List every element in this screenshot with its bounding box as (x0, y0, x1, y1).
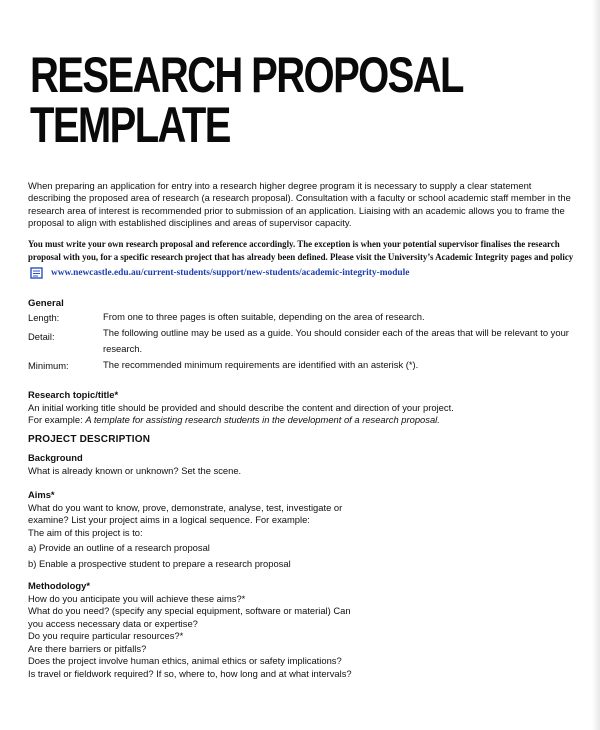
example-italic: A template for assisting research students in the development of a research proposal. (85, 414, 440, 425)
aims-line: a) Provide an outline of a research proposal (28, 542, 210, 553)
methodology-line: Does the project involve human ethics, animal ethics or safety implications? (28, 655, 342, 666)
research-topic-heading: Research topic/title* (28, 389, 119, 400)
integrity-link-row[interactable] (30, 266, 409, 280)
methodology-line: Are there barriers or pitfalls? (28, 642, 147, 654)
page-edge-shadow (592, 0, 600, 730)
general-heading: General (28, 298, 64, 309)
document-title (30, 47, 463, 153)
methodology-line: Do you require particular resources?* (28, 630, 184, 641)
length-value: From one to three pages is often suitable, depending on the area of research. (103, 311, 425, 322)
background-heading: Background (28, 452, 83, 463)
minimum-label: Minimum: (28, 360, 69, 371)
link-icon (30, 266, 44, 280)
methodology-line: What do you need? (specify any special equipment, software or material) Can (28, 605, 351, 616)
length-label: Length: (28, 312, 60, 323)
aims-line: b) Enable a prospective student to prepare a research proposal (28, 557, 291, 569)
research-topic-text: An initial working title should be provided and should describe the content and direction of your project. (28, 401, 454, 413)
detail-value: The following outline may be used as a guide. You should consider each of the areas that will be relevant to your research. (103, 327, 569, 354)
minimum-value: The recommended minimum requirements are identified with an asterisk (*). (103, 359, 419, 370)
aims-line: What do you want to know, prove, demonstrate, analyse, test, investigate or (28, 501, 343, 513)
aims-heading: Aims* (28, 489, 55, 500)
research-topic-block (28, 389, 568, 427)
integrity-link[interactable]: www.newcastle.edu.au/current-students/support/new-students/academic-integrity-module (51, 268, 410, 278)
intro-paragraph: When preparing an application for entry into a research higher degree program it is necessary to supply a clear statement describing the proposed area of research (a research proposal). Consultation with a faculty or school academic staff member in the research area of interest is recommended prior to submission of an application. Liaising with an academic allows you to frame the proposal to align with established disciplines and areas of supervisor capacity. (28, 180, 571, 229)
research-topic-example (28, 414, 568, 427)
project-description-heading: PROJECT DESCRIPTION (28, 434, 151, 445)
methodology-line: Is travel or fieldwork required? If so, where to, how long and at what intervals? (28, 667, 352, 679)
example-prefix: For example: (28, 414, 86, 425)
methodology-heading: Methodology* (28, 580, 90, 591)
methodology-line: How do you anticipate you will achieve these aims?* (28, 592, 246, 604)
title-line-2: TEMPLATE (30, 97, 230, 153)
aims-line: The aim of this project is to: (28, 526, 143, 538)
aims-block (28, 489, 568, 570)
methodology-line: you access necessary data or expertise? (28, 617, 198, 629)
background-block (28, 452, 568, 477)
integrity-note: You must write your own research proposal and reference accordingly. The exception is when your potential supervisor finalises the research proposal with you, for a specific research project that has already been defined. Please visit the University’s Academic Integrity pages and policy (28, 239, 574, 262)
detail-label: Detail: (28, 331, 55, 342)
title-line-1: RESEARCH PROPOSAL (30, 47, 463, 103)
aims-line: examine? List your project aims in a logical sequence. For example: (28, 514, 310, 525)
background-text: What is already known or unknown? Set the scene. (28, 464, 242, 476)
methodology-block (28, 580, 568, 680)
